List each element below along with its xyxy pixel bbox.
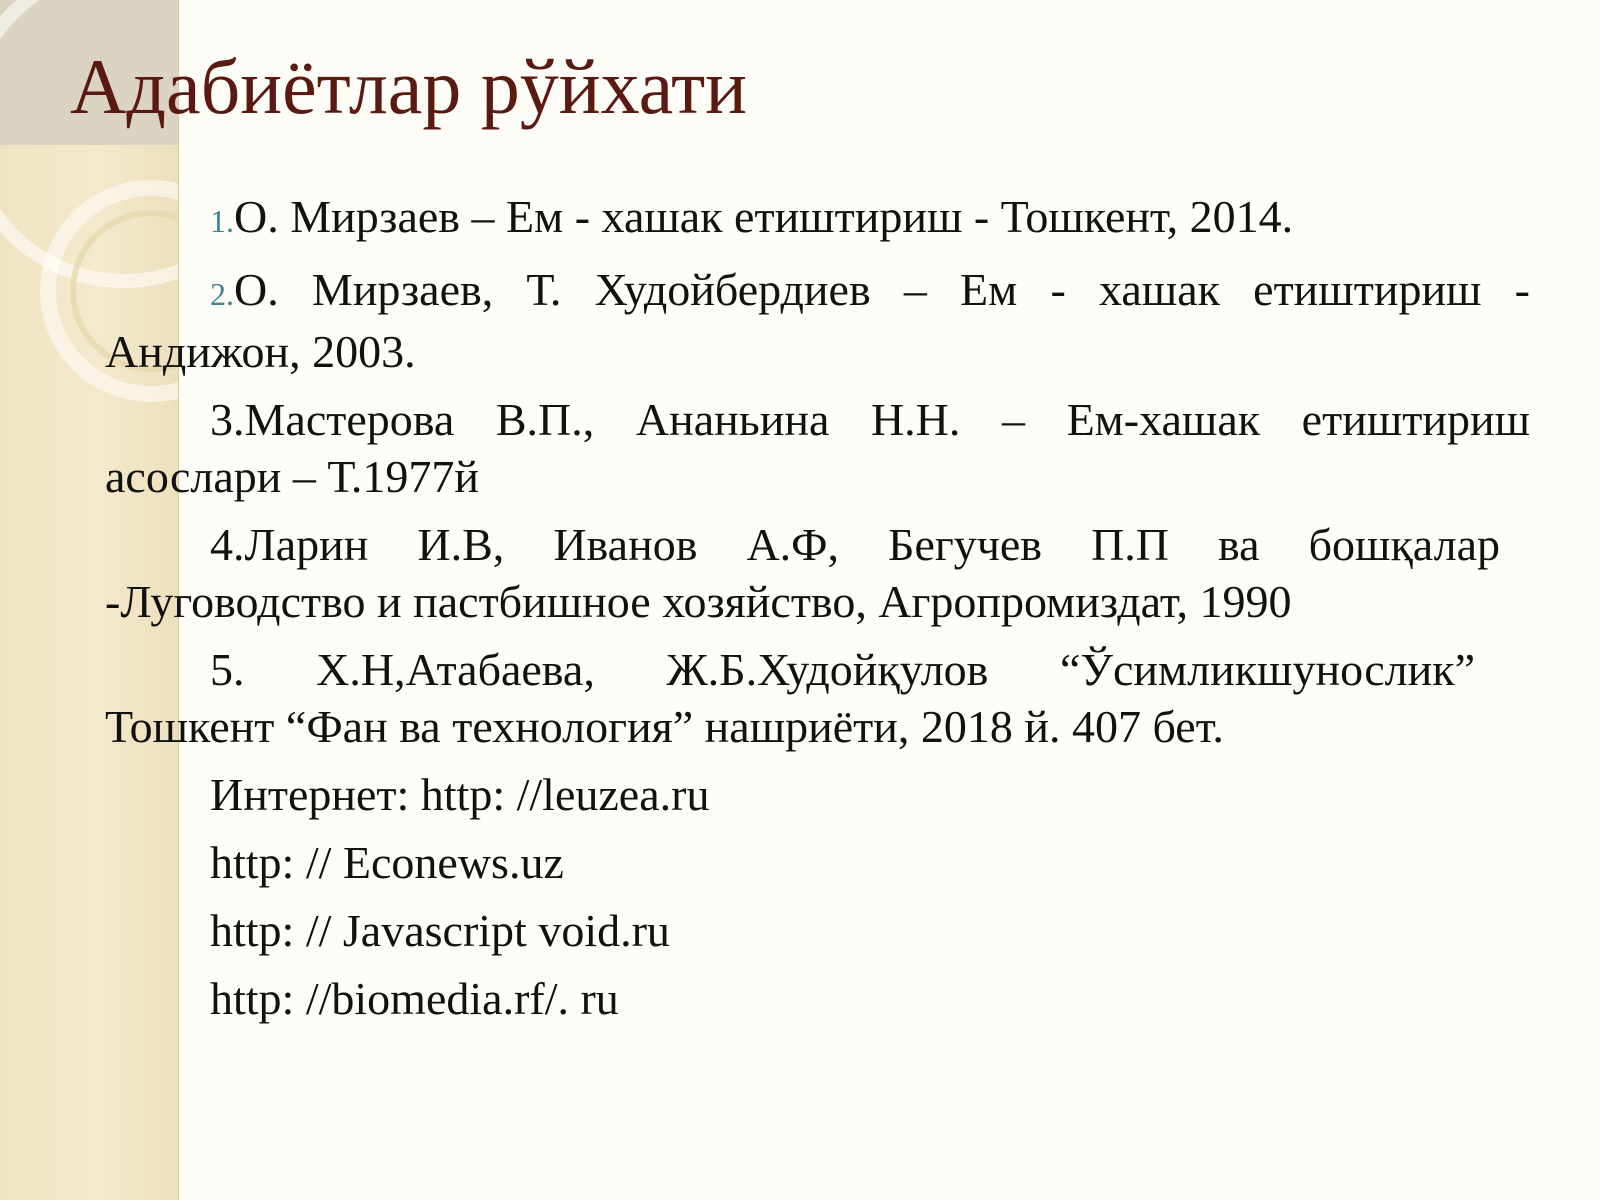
- reference-item: [105, 188, 1530, 250]
- internet-link-text: http: // Javascript void.ru: [210, 905, 670, 956]
- page-title: Адабиётлар рўйхати: [70, 43, 748, 130]
- reference-list: [105, 188, 1530, 1038]
- reference-text: 3.Мастерова В.П., Ананьина Н.Н. – Ем-хашак етиштириш асослари – Т.1977й: [105, 394, 1530, 502]
- internet-link-text: Интернет: http: //leuzea.ru: [210, 769, 710, 820]
- internet-link-text: http: // Econews.uz: [210, 837, 564, 888]
- internet-link-text: http: //biomedia.rf/. ru: [210, 973, 619, 1024]
- reference-item: [105, 261, 1530, 380]
- reference-number: 2.: [210, 276, 234, 312]
- reference-number: 1.: [210, 203, 234, 239]
- reference-text: 4.Ларин И.В, Иванов А.Ф, Бегучев П.П ва бошқалар -Луговодство и пастбишное хозяйство, Агропромиздат, 1990: [105, 519, 1500, 627]
- reference-item: [105, 516, 1500, 630]
- reference-text: 5. Х.Н,Атабаева, Ж.Б.Худойқулов “Ўсимликшунослик” Тошкент “Фан ва технология” нашриёти, 2018 й. 407 бет.: [105, 644, 1475, 752]
- reference-text: О. Мирзаев – Ем - хашак етиштириш - Тошкент, 2014.: [234, 191, 1294, 242]
- reference-item: [105, 391, 1530, 505]
- reference-text: О. Мирзаев, Т. Худойбердиев – Ем - хашак етиштириш - Андижон, 2003.: [105, 264, 1530, 377]
- reference-item: [105, 641, 1475, 755]
